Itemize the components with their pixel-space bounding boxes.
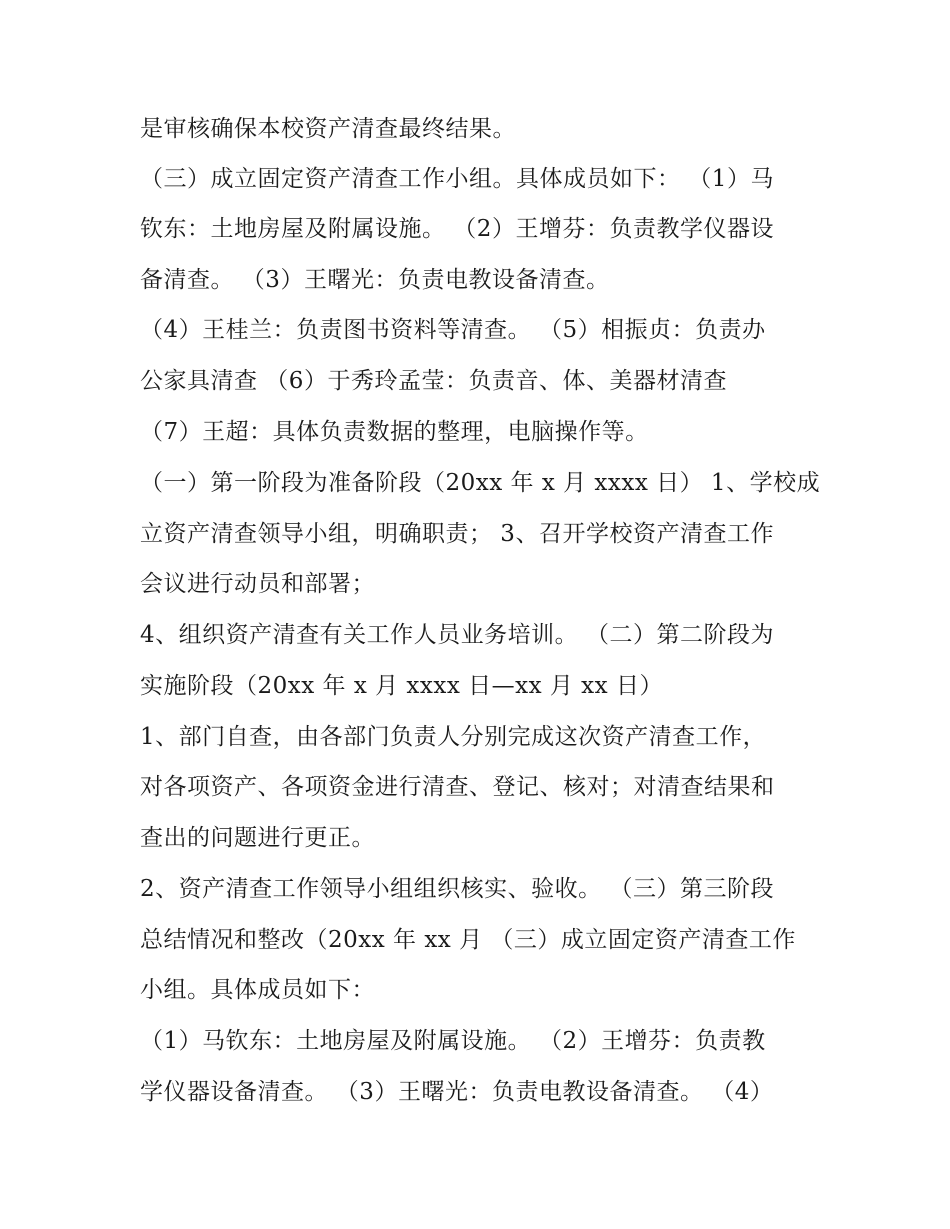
text-line: 会议进行动员和部署； <box>140 571 375 597</box>
text-line: （7）王超：具体负责数据的整理，电脑操作等。 <box>140 419 649 445</box>
text-line: 钦东：土地房屋及附属设施。 （2）王增芬：负责教学仪器设 <box>140 216 774 242</box>
text-line: 备清查。 （3）王曙光：负责电教设备清查。 <box>140 267 610 293</box>
text-line: 总结情况和整改（20xx 年 xx 月 （三）成立固定资产清查工作 <box>140 927 796 953</box>
text-line: 查出的问题进行更正。 <box>140 825 375 851</box>
text-line: （1）马钦东：土地房屋及附属设施。 （2）王增芬：负责教 <box>140 1028 766 1054</box>
text-line: （一）第一阶段为准备阶段（20xx 年 x 月 xxxx 日） 1、学校成 <box>140 470 821 496</box>
text-line: 2、资产清查工作领导小组组织核实、验收。 （三）第三阶段 <box>140 876 774 902</box>
text-line: （三）成立固定资产清查工作小组。具体成员如下： （1）马 <box>140 166 774 192</box>
text-line: 1、部门自查，由各部门负责人分别完成这次资产清查工作， <box>140 724 767 750</box>
text-line: 对各项资产、各项资金进行清查、登记、核对；对清查结果和 <box>140 774 775 800</box>
text-line: 是审核确保本校资产清查最终结果。 <box>140 116 516 142</box>
text-line: 4、组织资产清查有关工作人员业务培训。 （二）第二阶段为 <box>140 622 774 648</box>
text-line: （4）王桂兰：负责图书资料等清查。 （5）相振贞：负责办 <box>140 317 766 343</box>
text-line: 实施阶段（20xx 年 x 月 xxxx 日—xx 月 xx 日） <box>140 673 663 699</box>
text-line: 立资产清查领导小组，明确职责； 3、召开学校资产清查工作 <box>140 521 774 547</box>
text-line: 公家具清查 （6）于秀玲孟莹：负责音、体、美器材清查 <box>140 368 727 394</box>
text-line: 小组。具体成员如下： <box>140 977 375 1003</box>
text-line: 学仪器设备清查。 （3）王曙光：负责电教设备清查。 （4） <box>140 1079 774 1105</box>
